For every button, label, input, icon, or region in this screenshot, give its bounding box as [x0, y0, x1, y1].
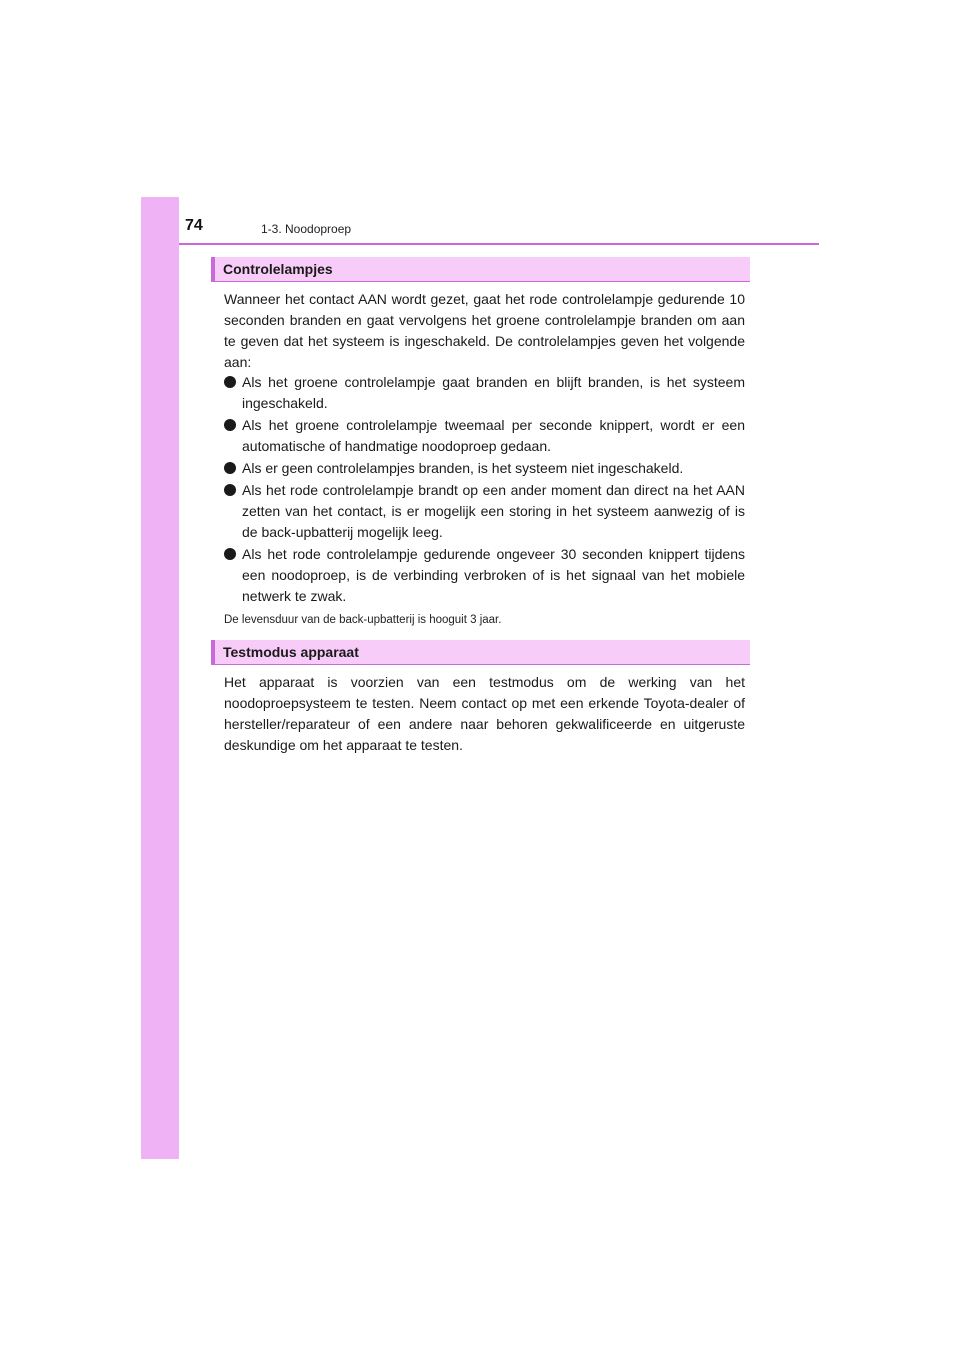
section-heading-text: Controlelampjes	[223, 261, 333, 277]
bullet-dot-icon	[224, 376, 236, 388]
bullet-dot-icon	[224, 484, 236, 496]
intro-paragraph: Wanneer het contact AAN wordt gezet, gaat het rode controlelampje gedurende 10 seconden branden en gaat vervolgens het groene controlelampje branden om aan te geven dat het systeem is ingeschakeld. De controlelampjes geven het volgende aan:	[224, 291, 745, 370]
testmode-paragraph: Het apparaat is voorzien van een testmodus om de werking van het noodoproepsysteem te testen. Neem contact op met een erkende Toyota-dealer of hersteller/reparateur of een andere naar behoren gekwalificeerde en uitgeruste deskundige om het apparaat te testen.	[224, 674, 745, 753]
section-heading-testmodus	[211, 640, 750, 665]
bullet-dot-icon	[224, 419, 236, 431]
section-heading-controlelampjes	[211, 257, 750, 282]
chapter-side-strip	[141, 197, 179, 1159]
bullet-dot-icon	[224, 548, 236, 560]
battery-note: De levensduur van de back-upbatterij is hooguit 3 jaar.	[224, 614, 502, 626]
list-item-text: Als het groene controlelampje gaat branden en blijft branden, is het systeem ingeschakeld.	[242, 374, 745, 411]
list-item	[224, 415, 745, 457]
list-item-text: Als het groene controlelampje tweemaal per seconde knippert, wordt er een automatische of handmatige noodoproep gedaan.	[242, 417, 745, 454]
list-item-text: Als het rode controlelampje gedurende ongeveer 30 seconden knippert tijdens een noodoproep, is de verbinding verbroken of is het signaal van het mobiele netwerk te zwak.	[242, 546, 745, 604]
page-number: 74	[185, 217, 203, 234]
indicator-list	[224, 372, 745, 608]
list-item-text: Als er geen controlelampjes branden, is het systeem niet ingeschakeld.	[242, 460, 684, 476]
list-item	[224, 480, 745, 543]
header-divider	[179, 243, 819, 245]
list-item	[224, 458, 745, 479]
bullet-dot-icon	[224, 462, 236, 474]
section-reference: 1-3. Noodoproep	[261, 222, 352, 236]
section-heading-text: Testmodus apparaat	[223, 644, 359, 660]
list-item-text: Als het rode controlelampje brandt op een ander moment dan direct na het AAN zetten van het contact, is er mogelijk een storing in het systeem aanwezig of is de back-upbatterij mogelijk leeg.	[242, 482, 745, 540]
list-item	[224, 372, 745, 414]
list-item	[224, 544, 745, 607]
